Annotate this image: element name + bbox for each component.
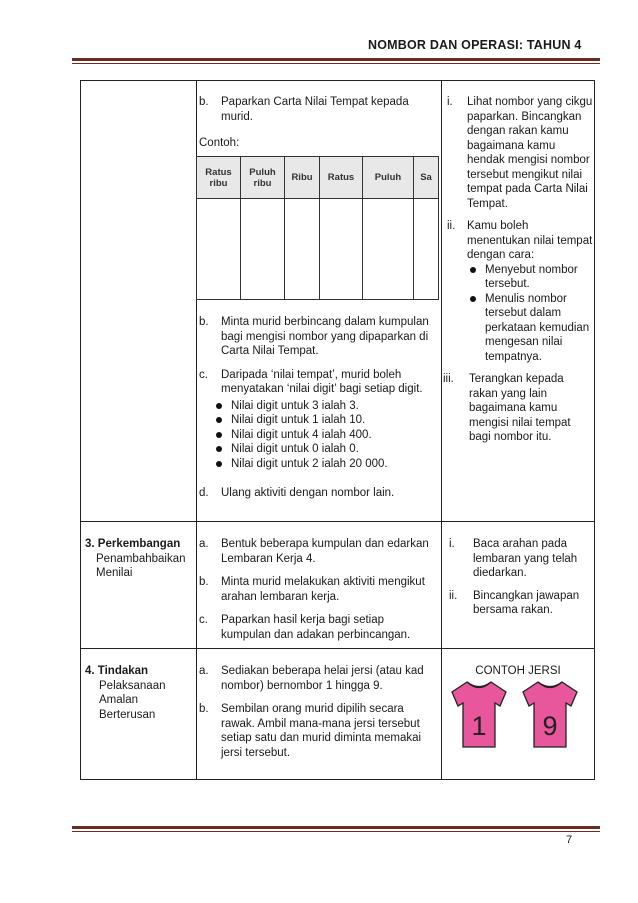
- step-marker: a.: [199, 538, 209, 550]
- note-text: Baca arahan pada lembaran yang telah diedarkan.: [473, 538, 578, 579]
- place-value-header: Ribu: [285, 157, 320, 199]
- step-text: Ulang aktiviti dengan nombor lain.: [221, 487, 395, 499]
- step-marker: a.: [199, 665, 209, 677]
- student-notes: [443, 95, 593, 451]
- stage-subtitle: Menilai: [96, 567, 133, 579]
- step-text: Paparkan hasil kerja bagi setiap kumpulan dan adakan perbincangan.: [221, 614, 411, 641]
- page-header-title: NOMBOR DAN OPERASI: TAHUN 4: [368, 38, 582, 52]
- jersey-number: 1: [471, 711, 487, 741]
- note-marker: i.: [449, 538, 455, 550]
- example-label: CONTOH JERSI: [475, 665, 561, 677]
- stage-label: [85, 537, 195, 581]
- activity-steps: [199, 537, 433, 651]
- place-value-header: Puluh ribu: [241, 157, 285, 199]
- step-marker: c.: [199, 614, 208, 626]
- header-rule-thin: [72, 63, 600, 64]
- place-value-header: Ratus ribu: [197, 157, 241, 199]
- method-list: [447, 263, 593, 365]
- place-value-cell: [414, 199, 439, 300]
- place-value-header: Ratus: [320, 157, 363, 199]
- column-divider: [196, 81, 197, 521]
- step-text: Bentuk beberapa kumpulan dan edarkan Lembaran Kerja 4.: [221, 538, 429, 565]
- stage-subtitle: Pelaksanaan: [99, 679, 166, 692]
- bullet-icon: [216, 417, 222, 423]
- stage-title: 4. Tindakan: [85, 665, 149, 677]
- place-value-header: Puluh: [363, 157, 414, 199]
- list-item: Menyebut nombor tersebut.: [485, 263, 578, 290]
- note-text: Kamu boleh menentukan nilai tempat dengan cara:: [467, 220, 593, 261]
- activity-step-b: [199, 95, 429, 151]
- note-marker: ii.: [449, 589, 458, 602]
- list-item: Nilai digit untuk 1 ialah 10.: [231, 414, 366, 426]
- step-text: Daripada ‘nilai tempat’, murid boleh menyatakan ‘nilai digit’ bagi setiap digit.: [221, 368, 423, 395]
- place-value-cell: [320, 199, 363, 300]
- place-value-cell: [285, 199, 320, 300]
- column-divider: [441, 81, 442, 521]
- note-text: Lihat nombor yang cikgu paparkan. Bincangkan dengan rakan kamu bagaimana kamu hendak mengisi nombor tersebut mengikut nilai tempat pada Carta Nilai Tempat.: [467, 96, 593, 210]
- note-text: Terangkan kepada rakan yang lain bagaimana kamu mengisi nilai tempat bagi nombor itu.: [469, 373, 571, 443]
- step-text: Minta murid berbincang dalam kumpulan bagi mengisi nombor yang dipaparkan di Carta Nilai Tempat.: [221, 316, 429, 357]
- bullet-icon: [216, 403, 222, 409]
- stage-subtitle: Amalan: [99, 694, 138, 706]
- page-number: 7: [566, 834, 573, 846]
- stage-subtitle: Penambahbaikan: [96, 552, 186, 565]
- step-text: Paparkan Carta Nilai Tempat kepada murid.: [221, 96, 409, 123]
- stage-title: 3. Perkembangan: [85, 538, 181, 550]
- list-item: Nilai digit untuk 2 ialah 20 000.: [231, 457, 388, 470]
- jersey-9-icon: [521, 679, 579, 749]
- place-value-cell: [363, 199, 414, 300]
- place-value-header: Sa: [414, 157, 439, 199]
- note-marker: i.: [447, 96, 453, 108]
- list-item: Nilai digit untuk 0 ialah 0.: [231, 443, 359, 455]
- step-marker: b.: [199, 316, 209, 328]
- place-value-cell: [197, 199, 241, 300]
- bullet-icon: [470, 296, 476, 302]
- step-text: Minta murid melakukan aktiviti mengikut arahan lembaran kerja.: [221, 576, 425, 603]
- step-marker: c.: [199, 368, 208, 381]
- contoh-label: Contoh:: [199, 137, 240, 149]
- list-item: Nilai digit untuk 3 ialah 3.: [231, 399, 359, 412]
- jersey-1-icon: [450, 679, 508, 749]
- header-rule: [72, 58, 600, 61]
- step-marker: b.: [199, 703, 209, 715]
- list-item: Nilai digit untuk 4 ialah 400.: [231, 428, 372, 441]
- column-divider: [441, 522, 442, 648]
- place-value-chart: [196, 156, 439, 300]
- note-text: Bincangkan jawapan bersama rakan.: [473, 589, 580, 616]
- list-item: Menulis nombor tersebut dalam perkataan kemudian mengesan nilai tempatnya.: [485, 292, 590, 363]
- bullet-icon: [216, 432, 222, 438]
- place-value-cell: [241, 199, 285, 300]
- note-marker: ii.: [447, 220, 456, 232]
- column-divider: [196, 522, 197, 648]
- footer-rule-thin: [72, 831, 600, 832]
- activity-steps-lower: [199, 315, 431, 510]
- step-text: Sembilan orang murid dipilih secara rawak. Ambil mana-mana jersi tersebut setiap satu dan murid diminta memakai jersi tersebut.: [221, 703, 422, 759]
- note-marker: iii.: [443, 373, 454, 385]
- activity-steps: [199, 664, 433, 769]
- bullet-icon: [216, 446, 222, 452]
- bullet-icon: [470, 267, 476, 273]
- stage-label: [85, 664, 195, 722]
- student-notes: [449, 537, 589, 624]
- step-marker: b.: [199, 96, 209, 108]
- digit-value-list: [199, 399, 431, 472]
- jersey-number: 9: [542, 711, 558, 741]
- step-marker: b.: [199, 576, 209, 588]
- column-divider: [196, 649, 197, 779]
- step-marker: d.: [199, 487, 209, 499]
- step-text: Sediakan beberapa helai jersi (atau kad nombor) bernombor 1 hingga 9.: [221, 665, 424, 692]
- bullet-icon: [216, 461, 222, 467]
- stage-subtitle: Berterusan: [99, 708, 156, 721]
- footer-rule: [72, 826, 600, 829]
